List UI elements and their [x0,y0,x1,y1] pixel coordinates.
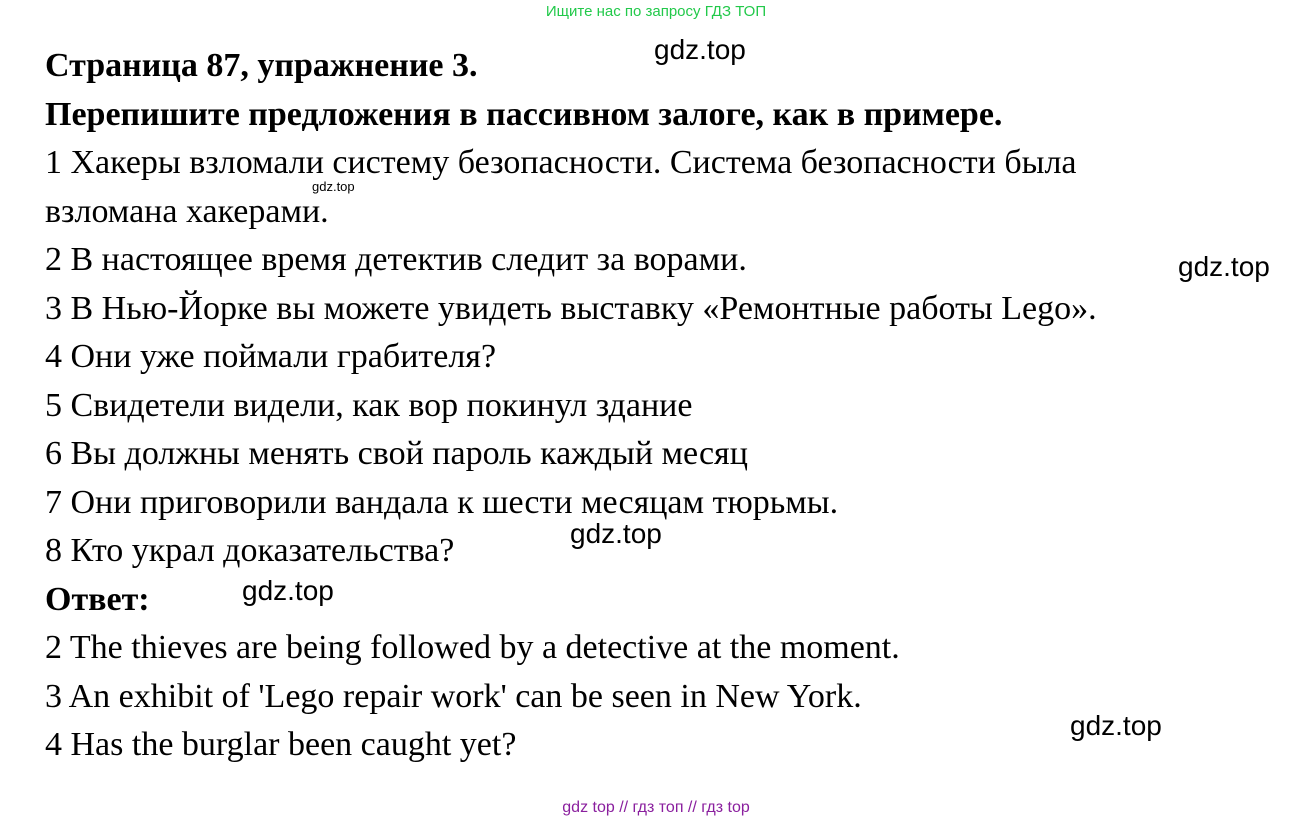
watermark: gdz.top [1070,710,1162,741]
answer-item-2: 2 The thieves are being followed by a detective at the moment. [45,629,900,666]
page-title: Страница 87, упражнение 3. [45,47,478,84]
answer-item-3: 3 An exhibit of 'Lego repair work' can be seen in New York. [45,677,862,715]
watermark: gdz.top [570,518,662,549]
answer-label: Ответ: [45,580,150,618]
exercise-item-2: 2 В настоящее время детектив следит за ворами. [45,241,747,278]
footer-links[interactable]: gdz top // гдз топ // гдз top [562,799,750,816]
exercise-item-1a: 1 Хакеры взломали систему безопасности. Система безопасности была [45,144,1077,181]
exercise-item-8: 8 Кто украл доказательства? [45,532,455,569]
watermark: gdz.top [654,34,746,65]
watermark-small: gdz.top [312,179,355,194]
exercise-item-7: 7 Они приговорили вандала к шести месяцам тюрьмы. [45,483,839,521]
exercise-item-6: 6 Вы должны менять свой пароль каждый месяц [45,435,748,472]
exercise-item-1b: взломана хакерами. [45,192,329,230]
answer-item-4: 4 Has the burglar been caught yet? [45,726,517,763]
top-banner: Ищите нас по запросу ГДЗ ТОП [545,3,767,20]
exercise-item-5: 5 Свидетели видели, как вор покинул здание [45,386,693,424]
instruction: Перепишите предложения в пассивном залоге, как в примере. [45,95,1003,133]
watermark: gdz.top [242,575,334,606]
document-body [45,42,1305,770]
exercise-item-3: 3 В Нью-Йорке вы можете увидеть выставку «Ремонтные работы Lego». [45,289,1097,327]
watermark: gdz.top [1178,251,1270,282]
exercise-item-4: 4 Они уже поймали грабителя? [45,338,497,375]
